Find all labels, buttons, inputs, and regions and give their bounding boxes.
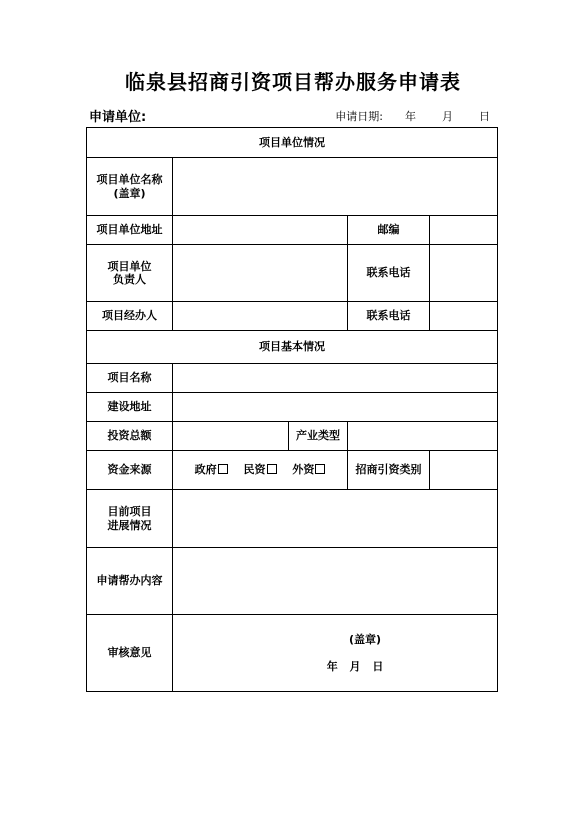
handler-label: 项目经办人 <box>87 302 173 331</box>
funding-option-foreign-label: 外资 <box>292 463 315 477</box>
unit-name-field[interactable] <box>173 158 498 216</box>
row-progress <box>87 490 498 548</box>
row-request-content <box>87 548 498 615</box>
industry-field[interactable] <box>348 422 498 451</box>
funding-option-government[interactable] <box>195 463 228 476</box>
postcode-label: 邮编 <box>348 216 430 245</box>
month-label: 月 <box>442 110 453 123</box>
row-funding <box>87 451 498 490</box>
progress-label <box>87 490 173 548</box>
handler-field[interactable] <box>173 302 348 331</box>
review-label: 审核意见 <box>87 615 173 692</box>
unit-name-label-line1: 项目单位名称 <box>96 173 163 187</box>
review-seal-label: (盖章) <box>348 632 382 646</box>
section-basic-title: 项目基本情况 <box>87 331 498 364</box>
section-unit-title: 项目单位情况 <box>87 128 498 158</box>
leader-field[interactable] <box>173 245 348 302</box>
industry-label: 产业类型 <box>289 422 348 451</box>
progress-field[interactable] <box>173 490 498 548</box>
leader-label-line1: 项目单位 <box>107 259 152 273</box>
date-label: 申请日期: <box>335 110 383 123</box>
unit-name-label-line2: (盖章) <box>113 186 146 200</box>
funding-option-private[interactable] <box>244 463 277 476</box>
unit-address-label: 项目单位地址 <box>87 216 173 245</box>
row-unit-leader <box>87 245 498 302</box>
review-field[interactable] <box>173 615 498 692</box>
funding-options <box>173 451 348 490</box>
site-field[interactable] <box>173 393 498 422</box>
unit-name-label <box>87 158 173 216</box>
application-form-table <box>86 127 498 692</box>
row-site <box>87 393 498 422</box>
funding-option-foreign[interactable] <box>292 463 325 476</box>
row-handler <box>87 302 498 331</box>
leader-phone-label: 联系电话 <box>348 245 430 302</box>
form-title: 临泉县招商引资项目帮办服务申请表 <box>125 70 461 94</box>
year-label: 年 <box>405 110 416 123</box>
project-name-label: 项目名称 <box>87 364 173 393</box>
handler-phone-label: 联系电话 <box>348 302 430 331</box>
request-content-label: 申请帮办内容 <box>87 548 173 615</box>
row-investment <box>87 422 498 451</box>
category-label: 招商引资类别 <box>348 451 430 490</box>
day-label: 日 <box>479 110 490 123</box>
leader-label <box>87 245 173 302</box>
category-field[interactable] <box>430 451 498 490</box>
section-unit-header <box>87 128 498 158</box>
leader-label-line2: 负责人 <box>113 273 146 286</box>
unit-address-field[interactable] <box>173 216 348 245</box>
applicant-label: 申请单位: <box>89 110 147 125</box>
investment-field[interactable] <box>173 422 289 451</box>
site-label: 建设地址 <box>87 393 173 422</box>
investment-label: 投资总额 <box>87 422 173 451</box>
funding-option-private-label: 民资 <box>243 463 266 477</box>
row-unit-address <box>87 216 498 245</box>
funding-label: 资金来源 <box>87 451 173 490</box>
checkbox-government[interactable] <box>218 464 228 474</box>
section-basic-header <box>87 331 498 364</box>
leader-phone-field[interactable] <box>430 245 498 302</box>
row-unit-name <box>87 158 498 216</box>
checkbox-private[interactable] <box>267 464 277 474</box>
review-date-label: 年 月 日 <box>326 660 384 673</box>
progress-label-line1: 目前项目 <box>107 505 152 519</box>
handler-phone-field[interactable] <box>430 302 498 331</box>
postcode-field[interactable] <box>430 216 498 245</box>
checkbox-foreign[interactable] <box>315 464 325 474</box>
row-review <box>87 615 498 692</box>
row-project-name <box>87 364 498 393</box>
funding-option-government-label: 政府 <box>194 463 217 477</box>
application-date-line <box>335 108 490 124</box>
request-content-field[interactable] <box>173 548 498 615</box>
project-name-field[interactable] <box>173 364 498 393</box>
progress-label-line2: 进展情况 <box>107 518 152 532</box>
